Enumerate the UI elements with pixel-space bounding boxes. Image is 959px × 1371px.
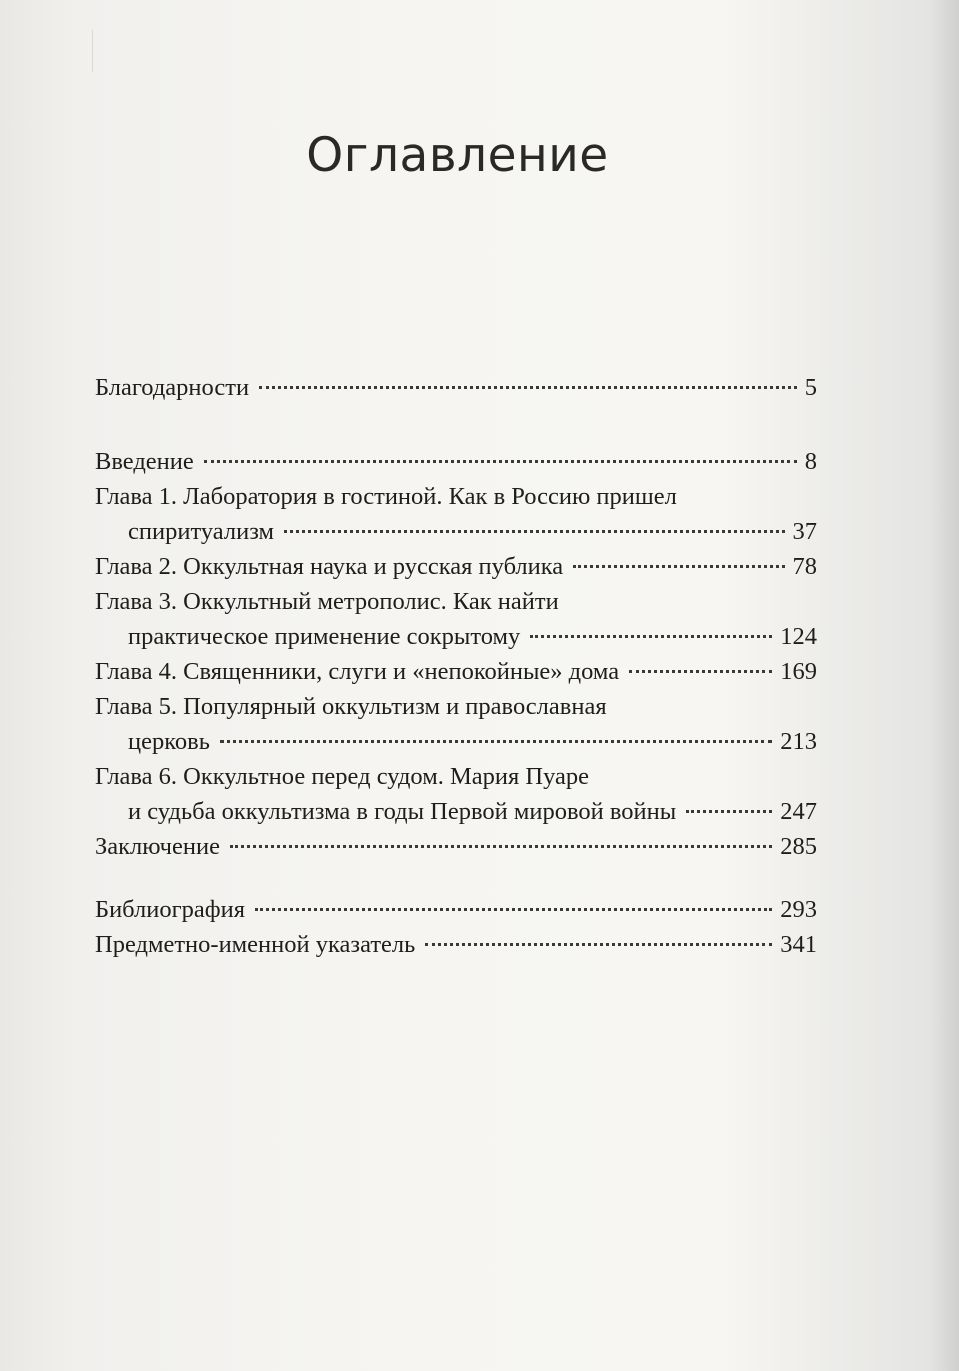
toc-entry-chapter-6[interactable] [95,759,817,829]
toc-entry-title-line: Глава 3. Оккультный метрополис. Как найти [95,588,559,615]
dot-leader [629,670,772,673]
toc-entry-title-line: Глава 6. Оккультное перед судом. Мария Пуаре [95,763,589,790]
toc-page-number: 247 [780,798,817,825]
toc-page-number: 341 [780,931,817,958]
toc-page-number: 78 [792,553,817,580]
dot-leader [284,530,784,533]
toc-entry-title-continuation: и судьба оккультизма в годы Первой мировой войны [128,798,677,825]
toc-entry-title: Глава 4. Священники, слуги и «непокойные» дома [95,658,620,685]
toc-page-number: 285 [780,833,817,860]
dot-leader [425,943,772,946]
toc-entry-conclusion[interactable] [95,829,817,864]
toc-entry-title: Библиография [95,896,246,923]
toc-entry-title-continuation: церковь [128,728,210,755]
dot-leader [259,386,797,389]
toc-entry-chapter-2[interactable] [95,549,817,584]
toc-entry-title-continuation: спиритуализм [128,518,275,545]
toc-page-number: 293 [780,896,817,923]
dot-leader [573,565,784,568]
toc-entry-index[interactable] [95,927,817,962]
dot-leader [230,845,772,848]
toc-page-number: 5 [804,374,817,401]
dot-leader [255,908,772,911]
dot-leader [204,460,797,463]
toc-entry-chapter-1[interactable] [95,479,817,549]
toc-page-number: 37 [792,518,817,545]
bleed-through-rule [92,30,93,72]
toc-page-number: 213 [780,728,817,755]
toc-entry-acknowledgements[interactable] [95,370,817,405]
toc-entry-title-line: Глава 5. Популярный оккультизм и православная [95,693,607,720]
toc-entry-chapter-5[interactable] [95,689,817,759]
toc-entry-title: Введение [95,448,194,475]
toc-entry-title: Заключение [95,833,220,860]
toc-entry-title-line: Глава 1. Лаборатория в гостиной. Как в Россию пришел [95,483,677,510]
page-title: Оглавление [306,128,609,183]
table-of-contents [95,370,817,962]
dot-leader [220,740,772,743]
toc-page-number: 124 [780,623,817,650]
toc-page-number: 8 [804,448,817,475]
toc-entry-introduction[interactable] [95,444,817,479]
dot-leader [530,635,772,638]
toc-entry-title: Глава 2. Оккультная наука и русская публика [95,553,564,580]
toc-entry-chapter-3[interactable] [95,584,817,654]
toc-entry-title: Благодарности [95,374,250,401]
toc-entry-chapter-4[interactable] [95,654,817,689]
toc-entry-title-continuation: практическое применение сокрытому [128,623,521,650]
toc-entry-bibliography[interactable] [95,892,817,927]
toc-entry-title: Предметно-именной указатель [95,931,416,958]
dot-leader [686,810,772,813]
toc-page-number: 169 [780,658,817,685]
